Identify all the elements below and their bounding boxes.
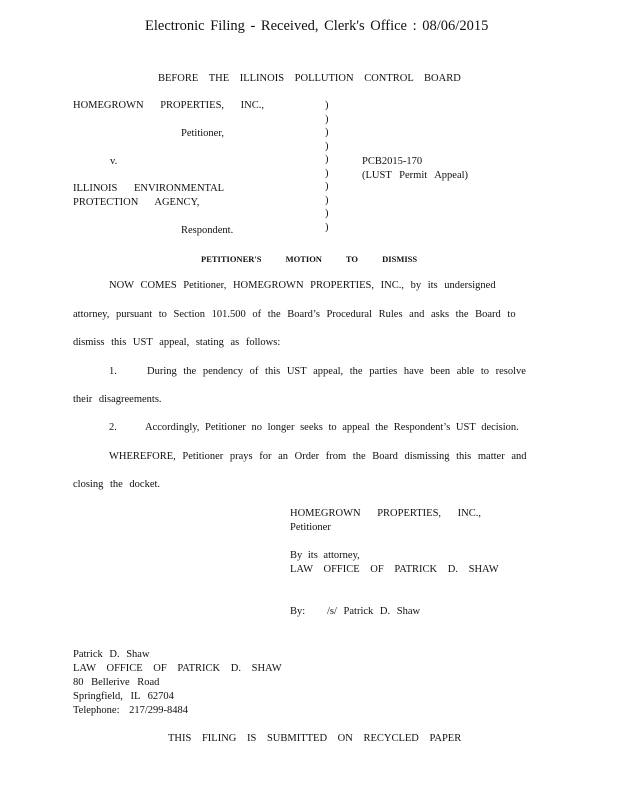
prayer-line-2: closing the docket. (73, 479, 161, 490)
court-heading: BEFORE THE ILLINOIS POLLUTION CONTROL BOARD (158, 73, 461, 84)
caption-paren: ) (325, 127, 329, 138)
signature-firm: LAW OFFICE OF PATRICK D. SHAW (290, 564, 499, 575)
signature-by-attorney: By its attorney, (290, 550, 360, 561)
address-firm: LAW OFFICE OF PATRICK D. SHAW (73, 663, 282, 674)
caption-paren: ) (325, 208, 329, 219)
address-name: Patrick D. Shaw (73, 649, 150, 660)
respondent-line-2: PROTECTION AGENCY, (73, 197, 200, 208)
respondent-line-1: ILLINOIS ENVIRONMENTAL (73, 183, 225, 194)
address-city: Springfield, IL 62704 (73, 691, 174, 702)
petitioner-name: HOMEGROWN PROPERTIES, INC., (73, 100, 265, 111)
caption-paren: ) (325, 154, 329, 165)
signature-line: /s/ Patrick D. Shaw (327, 606, 421, 617)
item-1-number: 1. (109, 366, 117, 377)
respondent-role: Respondent. (181, 225, 234, 236)
caption-divider (325, 99, 329, 234)
case-number: PCB2015-170 (362, 156, 423, 167)
recycled-paper-footer: THIS FILING IS SUBMITTED ON RECYCLED PAPER (168, 733, 462, 744)
versus-label: v. (110, 156, 118, 167)
caption-paren: ) (325, 194, 329, 206)
caption-paren: ) (325, 167, 329, 179)
intro-line-2: attorney, pursuant to Section 101.500 of the Board’s Procedural Rules and asks the Board to (73, 309, 516, 320)
address-phone: Telephone: 217/299-8484 (73, 705, 189, 716)
caption-paren: ) (325, 181, 329, 192)
signature-party-role: Petitioner (290, 522, 331, 533)
petitioner-role: Petitioner, (181, 128, 225, 139)
caption-paren: ) (325, 113, 329, 125)
filing-stamp: Electronic Filing - Received, Clerk's Office : 08/06/2015 (145, 18, 489, 34)
caption-paren: ) (325, 100, 329, 111)
case-type: (LUST Permit Appeal) (362, 170, 469, 181)
intro-line-3: dismiss this UST appeal, stating as follows: (73, 337, 281, 348)
signature-by-label: By: (290, 606, 306, 617)
item-2-line-1: Accordingly, Petitioner no longer seeks to appeal the Respondent’s UST decision. (145, 422, 519, 433)
motion-title: PETITIONER'S MOTION TO DISMISS (201, 254, 418, 264)
item-2-number: 2. (109, 422, 117, 433)
prayer-line-1: WHEREFORE, Petitioner prays for an Order from the Board dismissing this matter and (109, 451, 527, 462)
caption-paren: ) (325, 221, 329, 233)
signature-party: HOMEGROWN PROPERTIES, INC., (290, 508, 482, 519)
intro-line-1: NOW COMES Petitioner, HOMEGROWN PROPERTIES, INC., by its undersigned (109, 280, 496, 291)
address-street: 80 Bellerive Road (73, 677, 160, 688)
caption-paren: ) (325, 140, 329, 152)
item-1-line-2: their disagreements. (73, 394, 162, 405)
item-1-line-1: During the pendency of this UST appeal, the parties have been able to resolve (147, 366, 526, 377)
